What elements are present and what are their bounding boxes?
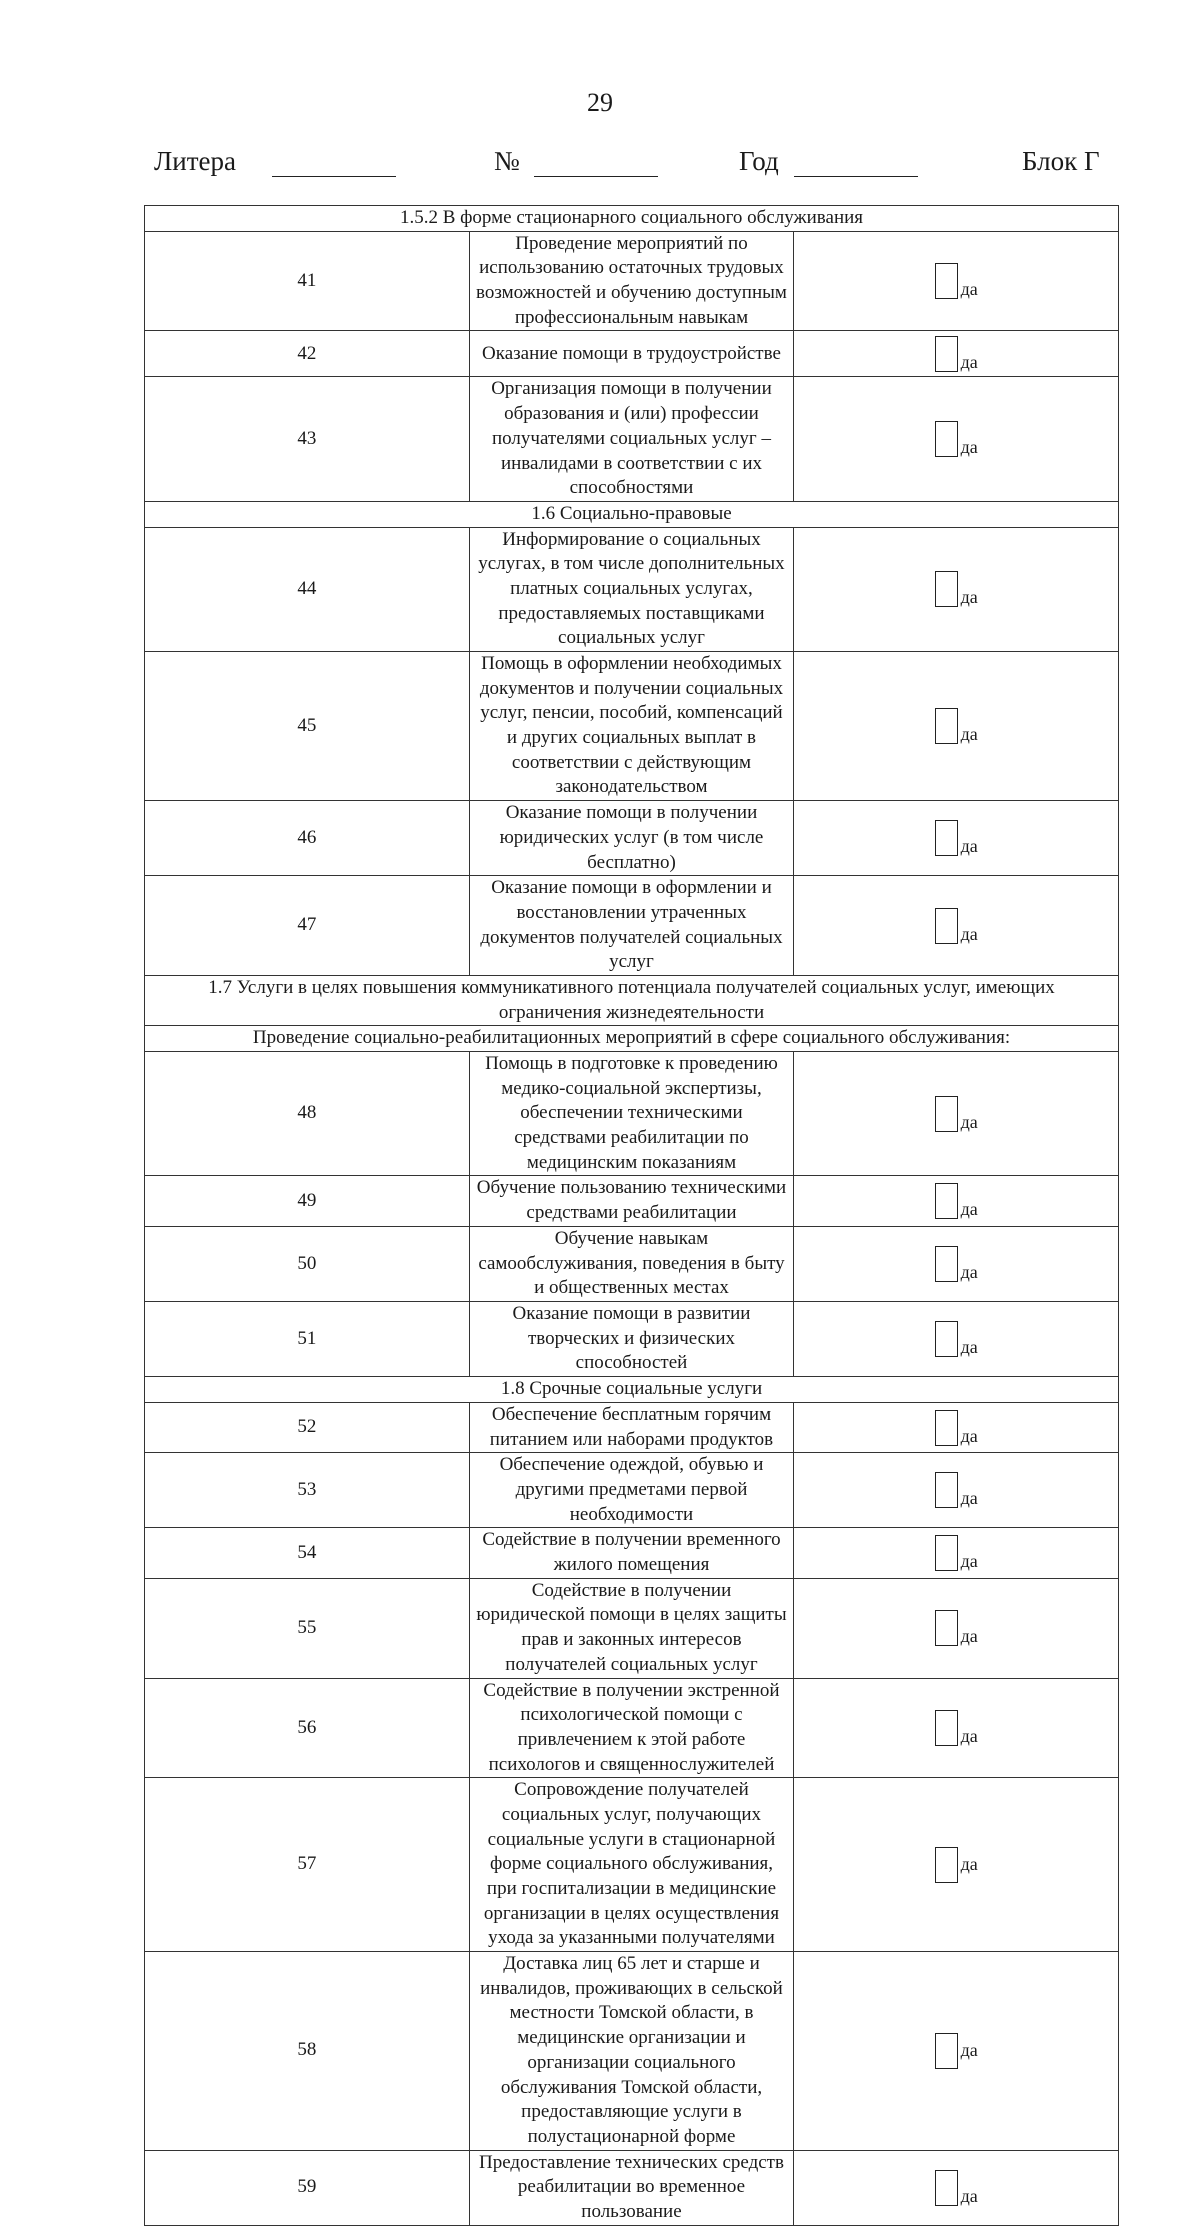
section-title: 1.7 Услуги в целях повышения коммуникативного потенциала получателей социальных услуг, имеющих ограничения жизнедеятельности <box>145 975 1119 1025</box>
row-number: 46 <box>145 801 470 876</box>
row-text: Помощь в подготовке к проведению медико-социальной экспертизы, обеспечении техническими средствами реабилитации по медицинским показаниям <box>469 1052 794 1176</box>
checkbox-label: да <box>960 1854 978 1875</box>
row-text: Информирование о социальных услугах, в том числе дополнительных платных социальных услугах, предоставляемых поставщиками социальных услуг <box>469 527 794 651</box>
checkbox-label: да <box>960 1261 978 1282</box>
checkbox-square[interactable] <box>935 1246 958 1282</box>
table-row <box>145 377 1119 501</box>
table-row <box>145 2150 1119 2225</box>
block-label: Блок Г <box>1022 146 1100 176</box>
row-text: Оказание помощи в получении юридических услуг (в том числе бесплатно) <box>469 801 794 876</box>
year-label: Год <box>739 146 779 176</box>
table-row <box>145 331 1119 377</box>
table-row <box>145 652 1119 801</box>
yes-checkbox[interactable] <box>794 527 1119 651</box>
table-row <box>145 801 1119 876</box>
row-text: Обеспечение бесплатным горячим питанием или наборами продуктов <box>469 1402 794 1452</box>
section-title: 1.6 Социально-правовые <box>145 501 1119 527</box>
row-number: 57 <box>145 1778 470 1952</box>
checkbox-square[interactable] <box>935 1847 958 1883</box>
row-number: 41 <box>145 231 470 331</box>
section-row <box>145 206 1119 232</box>
checkbox-label: да <box>960 1725 978 1746</box>
checkbox-square[interactable] <box>935 1610 958 1646</box>
yes-checkbox[interactable] <box>794 331 1119 377</box>
row-text: Организация помощи в получении образования и (или) профессии получателями социальных услуг – инвалидами в соответствии с их способностями <box>469 377 794 501</box>
yes-checkbox[interactable] <box>794 1226 1119 1301</box>
row-number: 59 <box>145 2150 470 2225</box>
row-number: 50 <box>145 1226 470 1301</box>
row-text: Сопровождение получателей социальных услуг, получающих социальные услуги в стационарной форме социального обслуживания, при госпитализации в медицинские организации в целях осуществления ухода за указанными получателями <box>469 1778 794 1952</box>
number-field[interactable] <box>534 176 658 177</box>
table-row <box>145 1528 1119 1578</box>
section-title: 1.8 Срочные социальные услуги <box>145 1376 1119 1402</box>
row-number: 51 <box>145 1301 470 1376</box>
services-table-body <box>145 206 1119 2226</box>
yes-checkbox[interactable] <box>794 1402 1119 1452</box>
checkbox-square[interactable] <box>935 421 958 457</box>
row-text: Оказание помощи в развитии творческих и физических способностей <box>469 1301 794 1376</box>
checkbox-square[interactable] <box>935 1096 958 1132</box>
yes-checkbox[interactable] <box>794 1528 1119 1578</box>
checkbox-square[interactable] <box>935 336 958 372</box>
checkbox-label: да <box>960 836 978 857</box>
yes-checkbox[interactable] <box>794 1176 1119 1226</box>
section-row <box>145 1026 1119 1052</box>
section-title: Проведение социально-реабилитационных мероприятий в сфере социального обслуживания: <box>145 1026 1119 1052</box>
yes-checkbox[interactable] <box>794 1052 1119 1176</box>
table-row <box>145 231 1119 331</box>
row-text: Оказание помощи в оформлении и восстановлении утраченных документов получателей социальных услуг <box>469 876 794 976</box>
row-text: Обучение навыкам самообслуживания, поведения в быту и общественных местах <box>469 1226 794 1301</box>
row-number: 54 <box>145 1528 470 1578</box>
checkbox-square[interactable] <box>935 1472 958 1508</box>
table-row <box>145 1678 1119 1778</box>
row-text: Обеспечение одеждой, обувью и другими предметами первой необходимости <box>469 1453 794 1528</box>
yes-checkbox[interactable] <box>794 1678 1119 1778</box>
checkbox-label: да <box>960 437 978 458</box>
row-number: 55 <box>145 1578 470 1678</box>
row-number: 53 <box>145 1453 470 1528</box>
yes-checkbox[interactable] <box>794 231 1119 331</box>
yes-checkbox[interactable] <box>794 801 1119 876</box>
checkbox-square[interactable] <box>935 1321 958 1357</box>
table-row <box>145 1301 1119 1376</box>
yes-checkbox[interactable] <box>794 1453 1119 1528</box>
table-row <box>145 1952 1119 2151</box>
table-row <box>145 1402 1119 1452</box>
row-number: 43 <box>145 377 470 501</box>
row-number: 56 <box>145 1678 470 1778</box>
row-number: 52 <box>145 1402 470 1452</box>
checkbox-square[interactable] <box>935 1410 958 1446</box>
table-row <box>145 1176 1119 1226</box>
table-row <box>145 876 1119 976</box>
services-table <box>144 205 1119 2226</box>
checkbox-square[interactable] <box>935 263 958 299</box>
checkbox-square[interactable] <box>935 1183 958 1219</box>
table-row <box>145 1226 1119 1301</box>
section-row <box>145 1376 1119 1402</box>
table-row <box>145 1052 1119 1176</box>
checkbox-label: да <box>960 2185 978 2206</box>
row-text: Содействие в получении экстренной психологической помощи с привлечением к этой работе психологов и священнослужителей <box>469 1678 794 1778</box>
row-text: Содействие в получении юридической помощи в целях защиты прав и законных интересов получателей социальных услуг <box>469 1578 794 1678</box>
checkbox-label: да <box>960 1336 978 1357</box>
number-label: № <box>494 146 520 176</box>
row-number: 48 <box>145 1052 470 1176</box>
row-number: 44 <box>145 527 470 651</box>
row-number: 47 <box>145 876 470 976</box>
row-text: Предоставление технических средств реабилитации во временное пользование <box>469 2150 794 2225</box>
checkbox-label: да <box>960 923 978 944</box>
checkbox-label: да <box>960 2040 978 2061</box>
section-row <box>145 501 1119 527</box>
checkbox-square[interactable] <box>935 571 958 607</box>
checkbox-square[interactable] <box>935 1535 958 1571</box>
checkbox-square[interactable] <box>935 708 958 744</box>
checkbox-label: да <box>960 724 978 745</box>
section-row <box>145 975 1119 1025</box>
yes-checkbox[interactable] <box>794 377 1119 501</box>
checkbox-label: да <box>960 279 978 300</box>
table-row <box>145 527 1119 651</box>
yes-checkbox[interactable] <box>794 1778 1119 1952</box>
table-row <box>145 1778 1119 1952</box>
checkbox-label: да <box>960 1111 978 1132</box>
yes-checkbox[interactable] <box>794 1301 1119 1376</box>
table-row <box>145 1578 1119 1678</box>
row-text: Содействие в получении временного жилого помещения <box>469 1528 794 1578</box>
checkbox-label: да <box>960 1425 978 1446</box>
row-number: 49 <box>145 1176 470 1226</box>
checkbox-label: да <box>960 1199 978 1220</box>
row-number: 58 <box>145 1952 470 2151</box>
page-number: 29 <box>587 88 613 117</box>
form-header <box>154 146 1114 182</box>
checkbox-label: да <box>960 1488 978 1509</box>
checkbox-square[interactable] <box>935 2170 958 2206</box>
yes-checkbox[interactable] <box>794 652 1119 801</box>
litera-field[interactable] <box>272 176 396 177</box>
table-row <box>145 1453 1119 1528</box>
checkbox-label: да <box>960 1551 978 1572</box>
checkbox-label: да <box>960 351 978 372</box>
row-number: 45 <box>145 652 470 801</box>
yes-checkbox[interactable] <box>794 2150 1119 2225</box>
row-number: 42 <box>145 331 470 377</box>
litera-label: Литера <box>154 146 237 176</box>
checkbox-label: да <box>960 1626 978 1647</box>
checkbox-label: да <box>960 587 978 608</box>
row-text: Оказание помощи в трудоустройстве <box>469 331 794 377</box>
yes-checkbox[interactable] <box>794 1952 1119 2151</box>
checkbox-square[interactable] <box>935 908 958 944</box>
row-text: Обучение пользованию техническими средствами реабилитации <box>469 1176 794 1226</box>
checkbox-square[interactable] <box>935 820 958 856</box>
row-text: Помощь в оформлении необходимых документов и получении социальных услуг, пенсии, пособий, компенсаций и других социальных выплат в соответствии с действующим законодательством <box>469 652 794 801</box>
section-title: 1.5.2 В форме стационарного социального обслуживания <box>145 206 1119 232</box>
checkbox-square[interactable] <box>935 1710 958 1746</box>
row-text: Проведение мероприятий по использованию остаточных трудовых возможностей и обучению доступным профессиональным навыкам <box>469 231 794 331</box>
yes-checkbox[interactable] <box>794 876 1119 976</box>
row-text: Доставка лиц 65 лет и старше и инвалидов, проживающих в сельской местности Томской области, в медицинские организации и организации социального обслуживания Томской области, предоставляющие услуги в полустационарной форме <box>469 1952 794 2151</box>
year-field[interactable] <box>794 176 918 177</box>
yes-checkbox[interactable] <box>794 1578 1119 1678</box>
checkbox-square[interactable] <box>935 2033 958 2069</box>
